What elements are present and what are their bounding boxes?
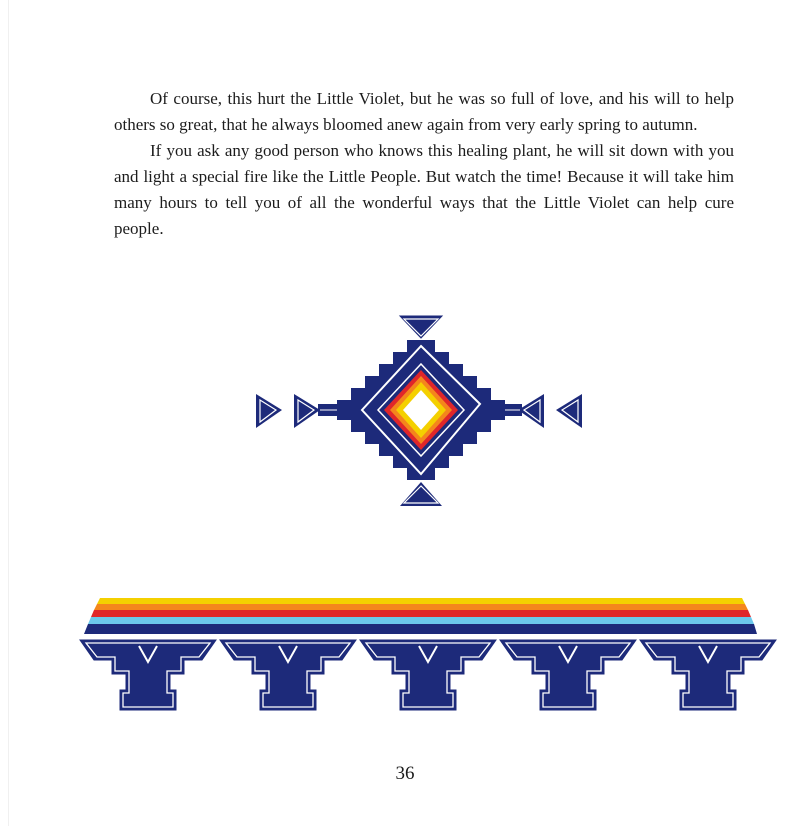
stepped-triangle-motif xyxy=(500,640,636,710)
stepped-triangle-motif xyxy=(360,640,496,710)
story-text xyxy=(114,86,734,242)
decorative-border xyxy=(0,590,810,720)
stepped-triangle-motif xyxy=(220,640,356,710)
rainbow-stripes xyxy=(84,598,757,634)
stepped-triangle-row xyxy=(80,640,776,710)
stepped-triangle-motif xyxy=(80,640,216,710)
paragraph-2: If you ask any good person who knows this healing plant, he will sit down with you and light a special fire like the Little People. But watch the time! Because it will take him many hours to tell you of all the wonderful ways that the Little Violet can help cure people. xyxy=(114,141,734,238)
stepped-triangle-motif xyxy=(640,640,776,710)
page-number: 36 xyxy=(395,763,415,784)
diamond-ornament xyxy=(0,300,810,520)
paragraph-1: Of course, this hurt the Little Violet, but he was so full of love, and his will to help others so great, that he always bloomed anew again from very early spring to autumn. xyxy=(114,89,734,134)
